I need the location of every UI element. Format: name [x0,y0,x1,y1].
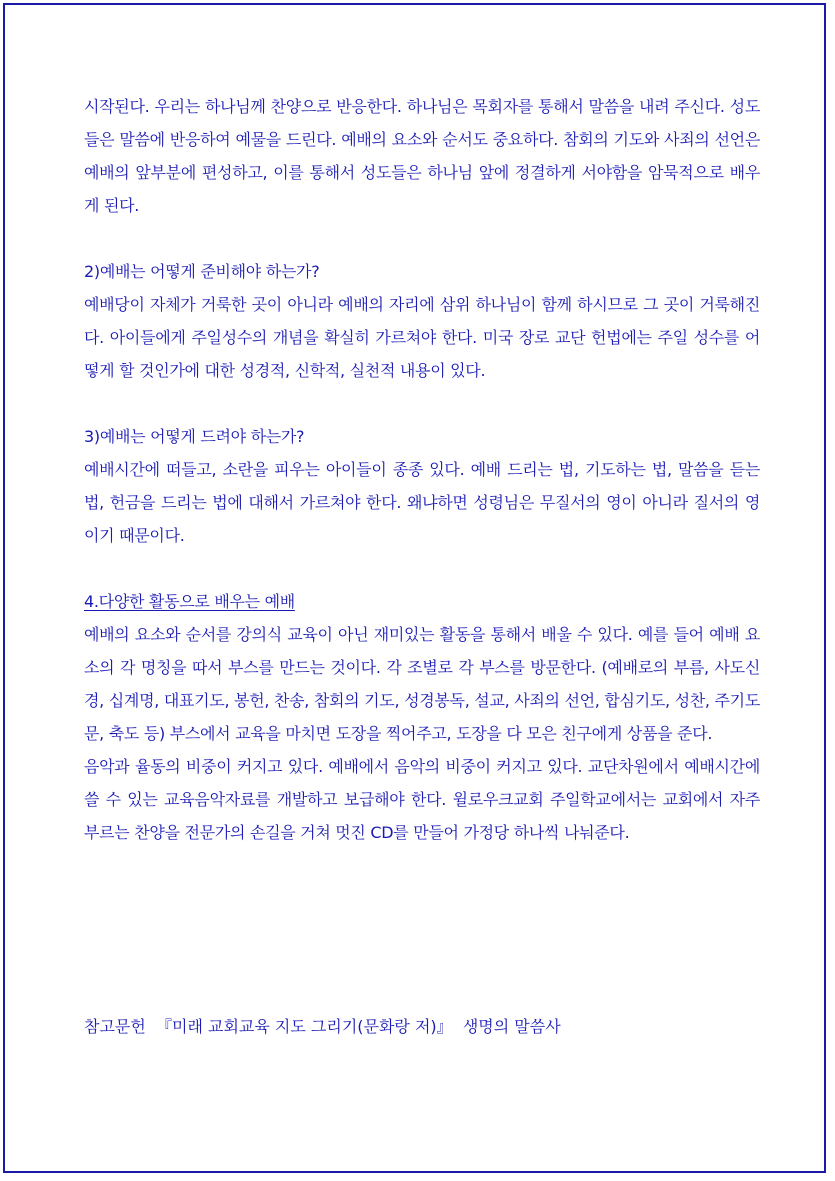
document-body [84,90,760,849]
section-3-body: 예배시간에 떠들고, 소란을 피우는 아이들이 종종 있다. 예배 드리는 법, 기도하는 법, 말씀을 듣는 법, 헌금을 드리는 법에 대해서 가르쳐야 한다. 왜냐하면 성령님은 무질서의 영이 아니라 질서의 영이기 때문이다. [84,460,760,545]
section-2-body: 예배당이 자체가 거룩한 곳이 아니라 예배의 자리에 삼위 하나님이 함께 하시므로 그 곳이 거룩해진다. 아이들에게 주일성수의 개념을 확실히 가르쳐야 한다. 미국 장로 교단 헌법에는 주일 성수를 어떻게 할 것인가에 대한 성경적, 신학적, 실천적 내용이 있다. [84,295,760,380]
spacer [84,387,760,420]
section-4-heading: 4.다양한 활동으로 배우는 예배 [84,592,295,611]
intro-paragraph: 시작된다. 우리는 하나님께 찬양으로 반응한다. 하나님은 목회자를 통해서 말씀을 내려 주신다. 성도들은 말씀에 반응하여 예물을 드린다. 예배의 요소와 순서도 중요하다. 참회의 기도와 사죄의 선언은 예배의 앞부분에 편성하고, 이를 통해서 성도들은 하나님 앞에 정결하게 서야함을 암묵적으로 배우게 된다. [84,97,760,215]
spacer [84,222,760,255]
section-4-body-1: 예배의 요소와 순서를 강의식 교육이 아닌 재미있는 활동을 통해서 배울 수 있다. 예를 들어 예배 요소의 각 명칭을 따서 부스를 만드는 것이다. 각 조별로 각 부스를 방문한다. (예배로의 부름, 사도신경, 십계명, 대표기도, 봉헌, 찬송, 참회의 기도, 성경봉독, 설교, 사죄의 선언, 합심기도, 성찬, 주기도문, 축도 등) 부스에서 교육을 마치면 도장을 찍어주고, 도장을 다 모은 친구에게 상품을 준다. [84,625,760,743]
section-2-heading: 2)예배는 어떻게 준비해야 하는가? [84,262,320,281]
spacer [84,552,760,585]
section-4-body-2: 음악과 율동의 비중이 커지고 있다. 예배에서 음악의 비중이 커지고 있다. 교단차원에서 예배시간에 쓸 수 있는 교육음악자료를 개발하고 보급해야 한다. 윌로우크교회 주일학교에서는 교회에서 자주 부르는 찬양을 전문가의 손길을 거쳐 멋진 CD를 만들어 가정당 하나씩 나눠준다. [84,757,760,842]
section-3-heading: 3)예배는 어떻게 드려야 하는가? [84,427,305,446]
references-line: 참고문헌 『미래 교회교육 지도 그리기(문화랑 저)』 생명의 말씀사 [84,1017,561,1036]
